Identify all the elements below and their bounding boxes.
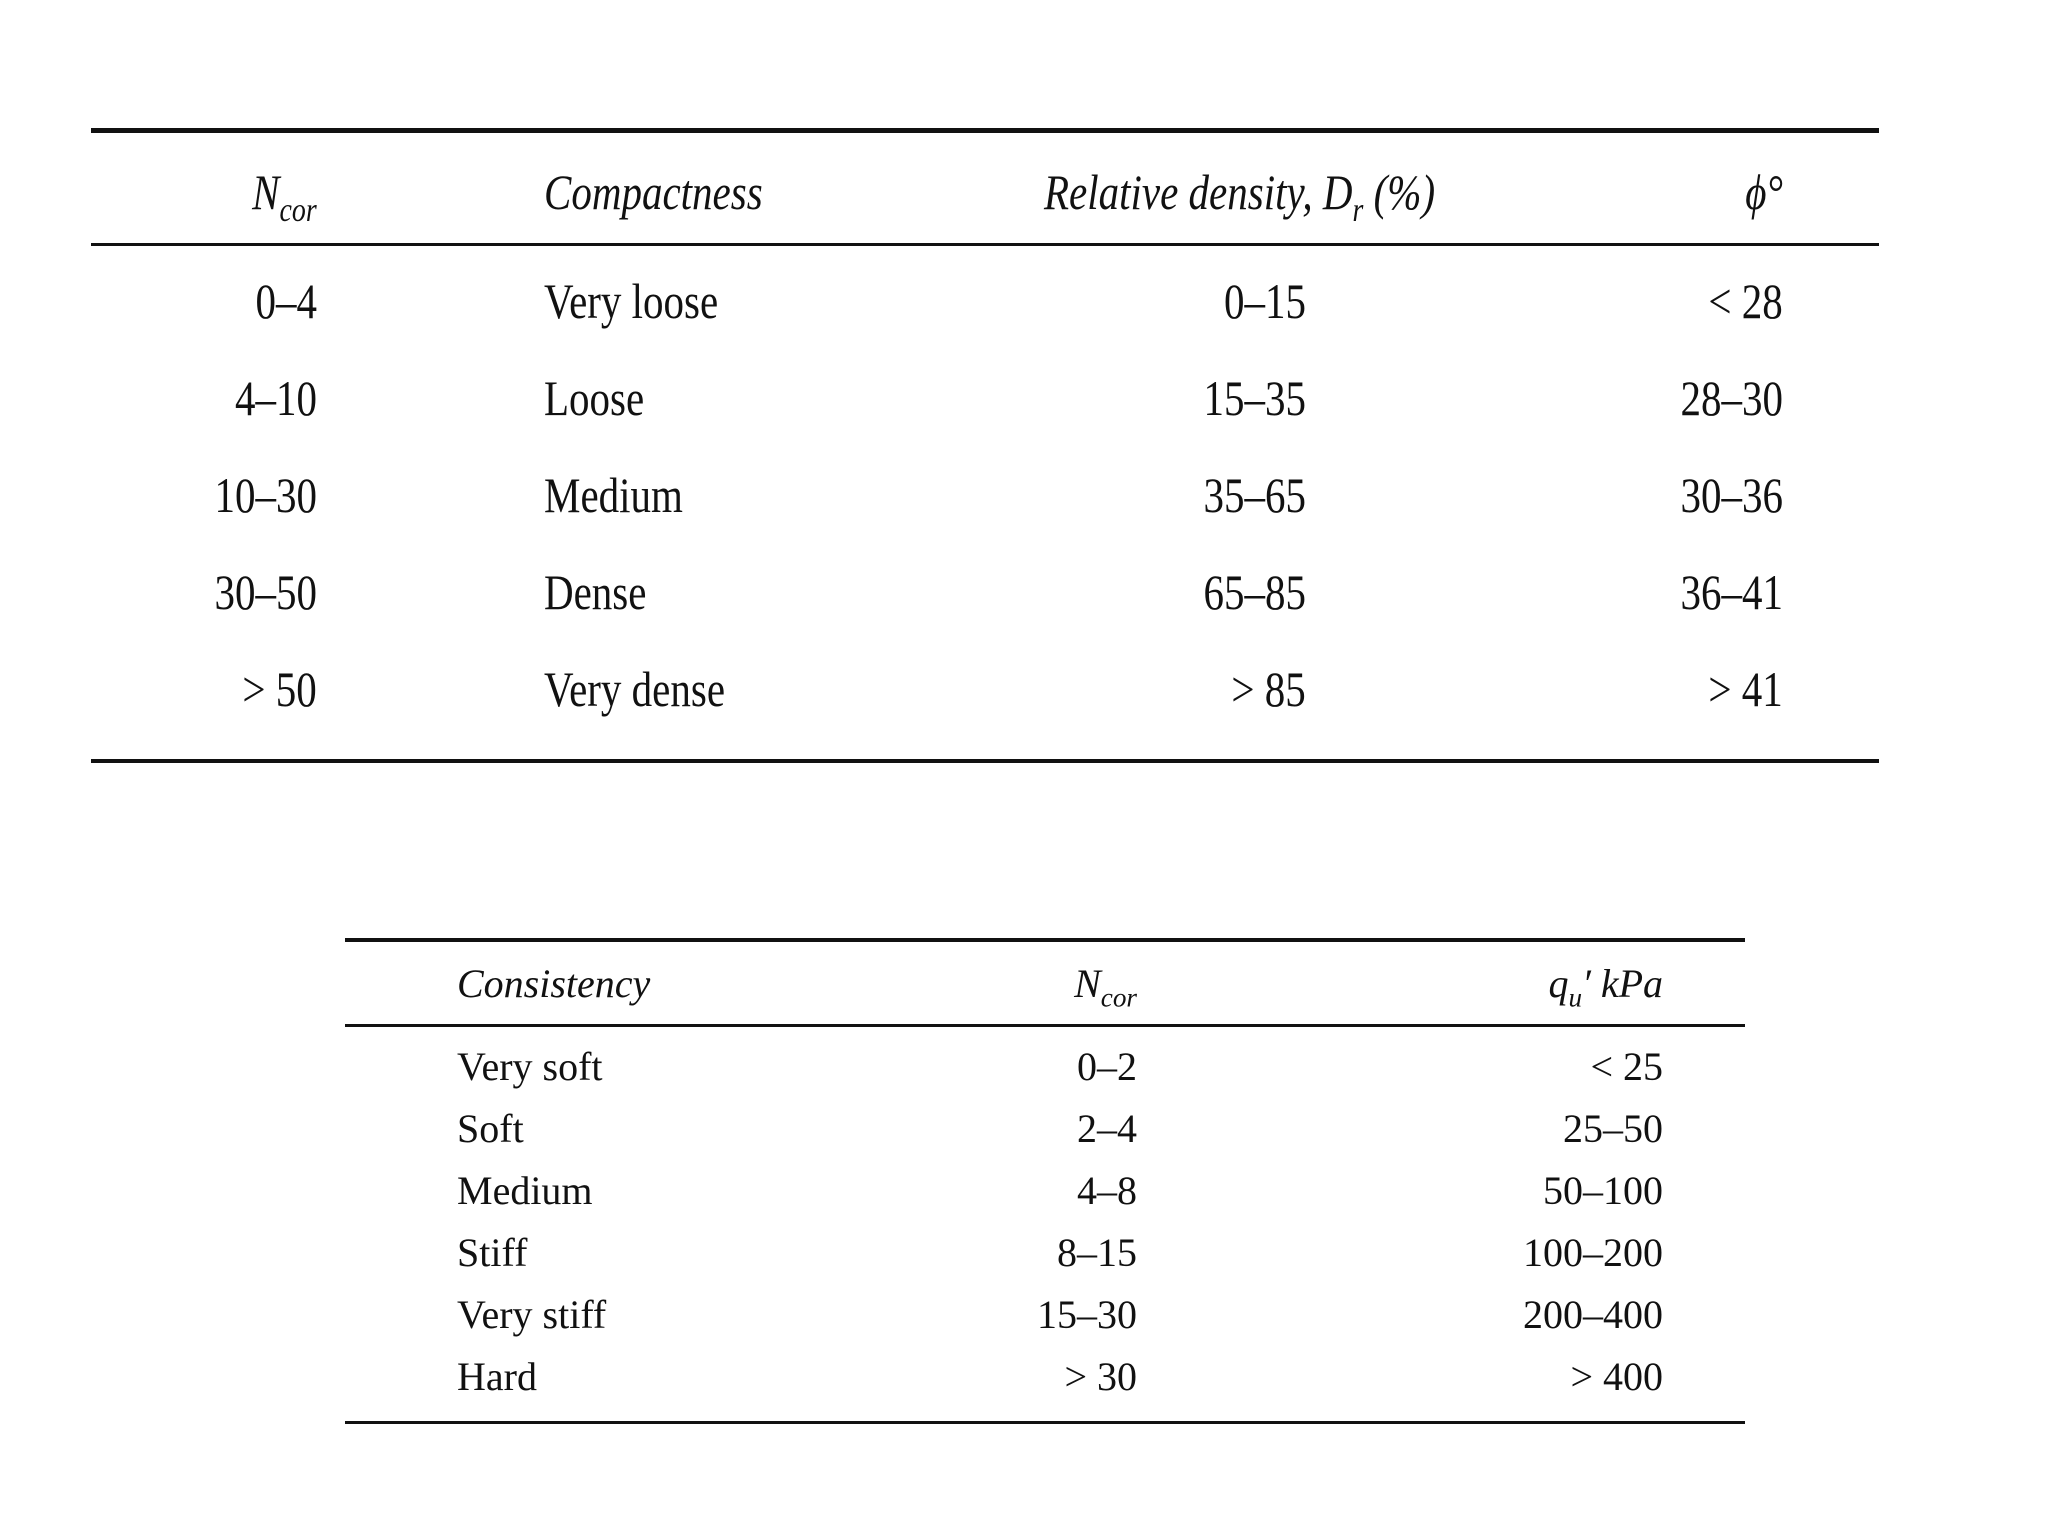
cell-ncor: 30–50 (214, 564, 317, 620)
cell-friction-angle: > 41 (1708, 661, 1783, 717)
cell-ncor: > 30 (1064, 1354, 1137, 1399)
cell-compactness: Dense (544, 564, 647, 620)
cell-unconfined-strength: 200–400 (1523, 1292, 1663, 1337)
table-row (345, 1159, 1745, 1221)
header-unconfined-strength: $q_u'$ kPa (1548, 961, 1663, 1013)
cell-friction-angle: 36–41 (1680, 564, 1783, 620)
cell-relative-density: 65–85 (1203, 564, 1306, 620)
cell-compactness: Very dense (544, 661, 726, 717)
table-row (345, 1035, 1745, 1097)
cell-compactness: Medium (544, 467, 683, 523)
cell-consistency: Very stiff (457, 1292, 607, 1337)
cell-consistency: Very soft (457, 1044, 603, 1089)
table-row (345, 1345, 1745, 1407)
cell-consistency: Medium (457, 1168, 593, 1213)
header-friction-angle: ϕ° (1745, 164, 1783, 220)
clay-consistency-table (345, 938, 1745, 1424)
cell-ncor: 0–2 (1077, 1044, 1137, 1089)
table-row (91, 644, 1879, 741)
cell-relative-density: 15–35 (1203, 370, 1306, 426)
table-row (91, 547, 1879, 644)
cell-consistency: Soft (457, 1106, 524, 1151)
table-row (345, 1221, 1745, 1283)
cell-ncor: 8–15 (1057, 1230, 1137, 1275)
cell-unconfined-strength: 100–200 (1523, 1230, 1663, 1275)
cell-relative-density: 35–65 (1203, 467, 1306, 523)
cell-unconfined-strength: > 400 (1570, 1354, 1663, 1399)
header-consistency: Consistency (457, 961, 651, 1006)
table-row (91, 450, 1879, 547)
cell-compactness: Loose (544, 370, 645, 426)
cell-ncor: 4–10 (235, 370, 317, 426)
cell-friction-angle: < 28 (1708, 273, 1783, 329)
cell-unconfined-strength: 25–50 (1563, 1106, 1663, 1151)
cell-ncor: > 50 (242, 661, 317, 717)
cell-ncor: 2–4 (1077, 1106, 1137, 1151)
cell-consistency: Stiff (457, 1230, 528, 1275)
cell-compactness: Very loose (544, 273, 719, 329)
cell-ncor: 0–4 (255, 273, 317, 329)
table-bottom-rule (345, 1421, 1745, 1424)
cell-relative-density: > 85 (1231, 661, 1306, 717)
table-row (345, 1283, 1745, 1345)
cell-ncor: 4–8 (1077, 1168, 1137, 1213)
cell-friction-angle: 28–30 (1680, 370, 1783, 426)
cell-unconfined-strength: < 25 (1590, 1044, 1663, 1089)
sand-compactness-table (91, 128, 1879, 763)
cell-consistency: Hard (457, 1354, 537, 1399)
table-row (345, 1097, 1745, 1159)
header-relative-density: Relative density, $D_r$ (%) (1044, 164, 1436, 229)
table-bottom-rule (91, 759, 1879, 763)
header-ncor: $N_{cor}$ (252, 164, 317, 229)
cell-ncor: 15–30 (1037, 1292, 1137, 1337)
table-row (91, 353, 1879, 450)
cell-unconfined-strength: 50–100 (1543, 1168, 1663, 1213)
table-row (91, 256, 1879, 353)
header-compactness: Compactness (544, 164, 763, 220)
cell-relative-density: 0–15 (1224, 273, 1306, 329)
table-header-row (91, 133, 1879, 243)
header-ncor: $N_{cor}$ (1074, 961, 1137, 1013)
table-header-row (345, 942, 1745, 1024)
cell-friction-angle: 30–36 (1680, 467, 1783, 523)
cell-ncor: 10–30 (214, 467, 317, 523)
